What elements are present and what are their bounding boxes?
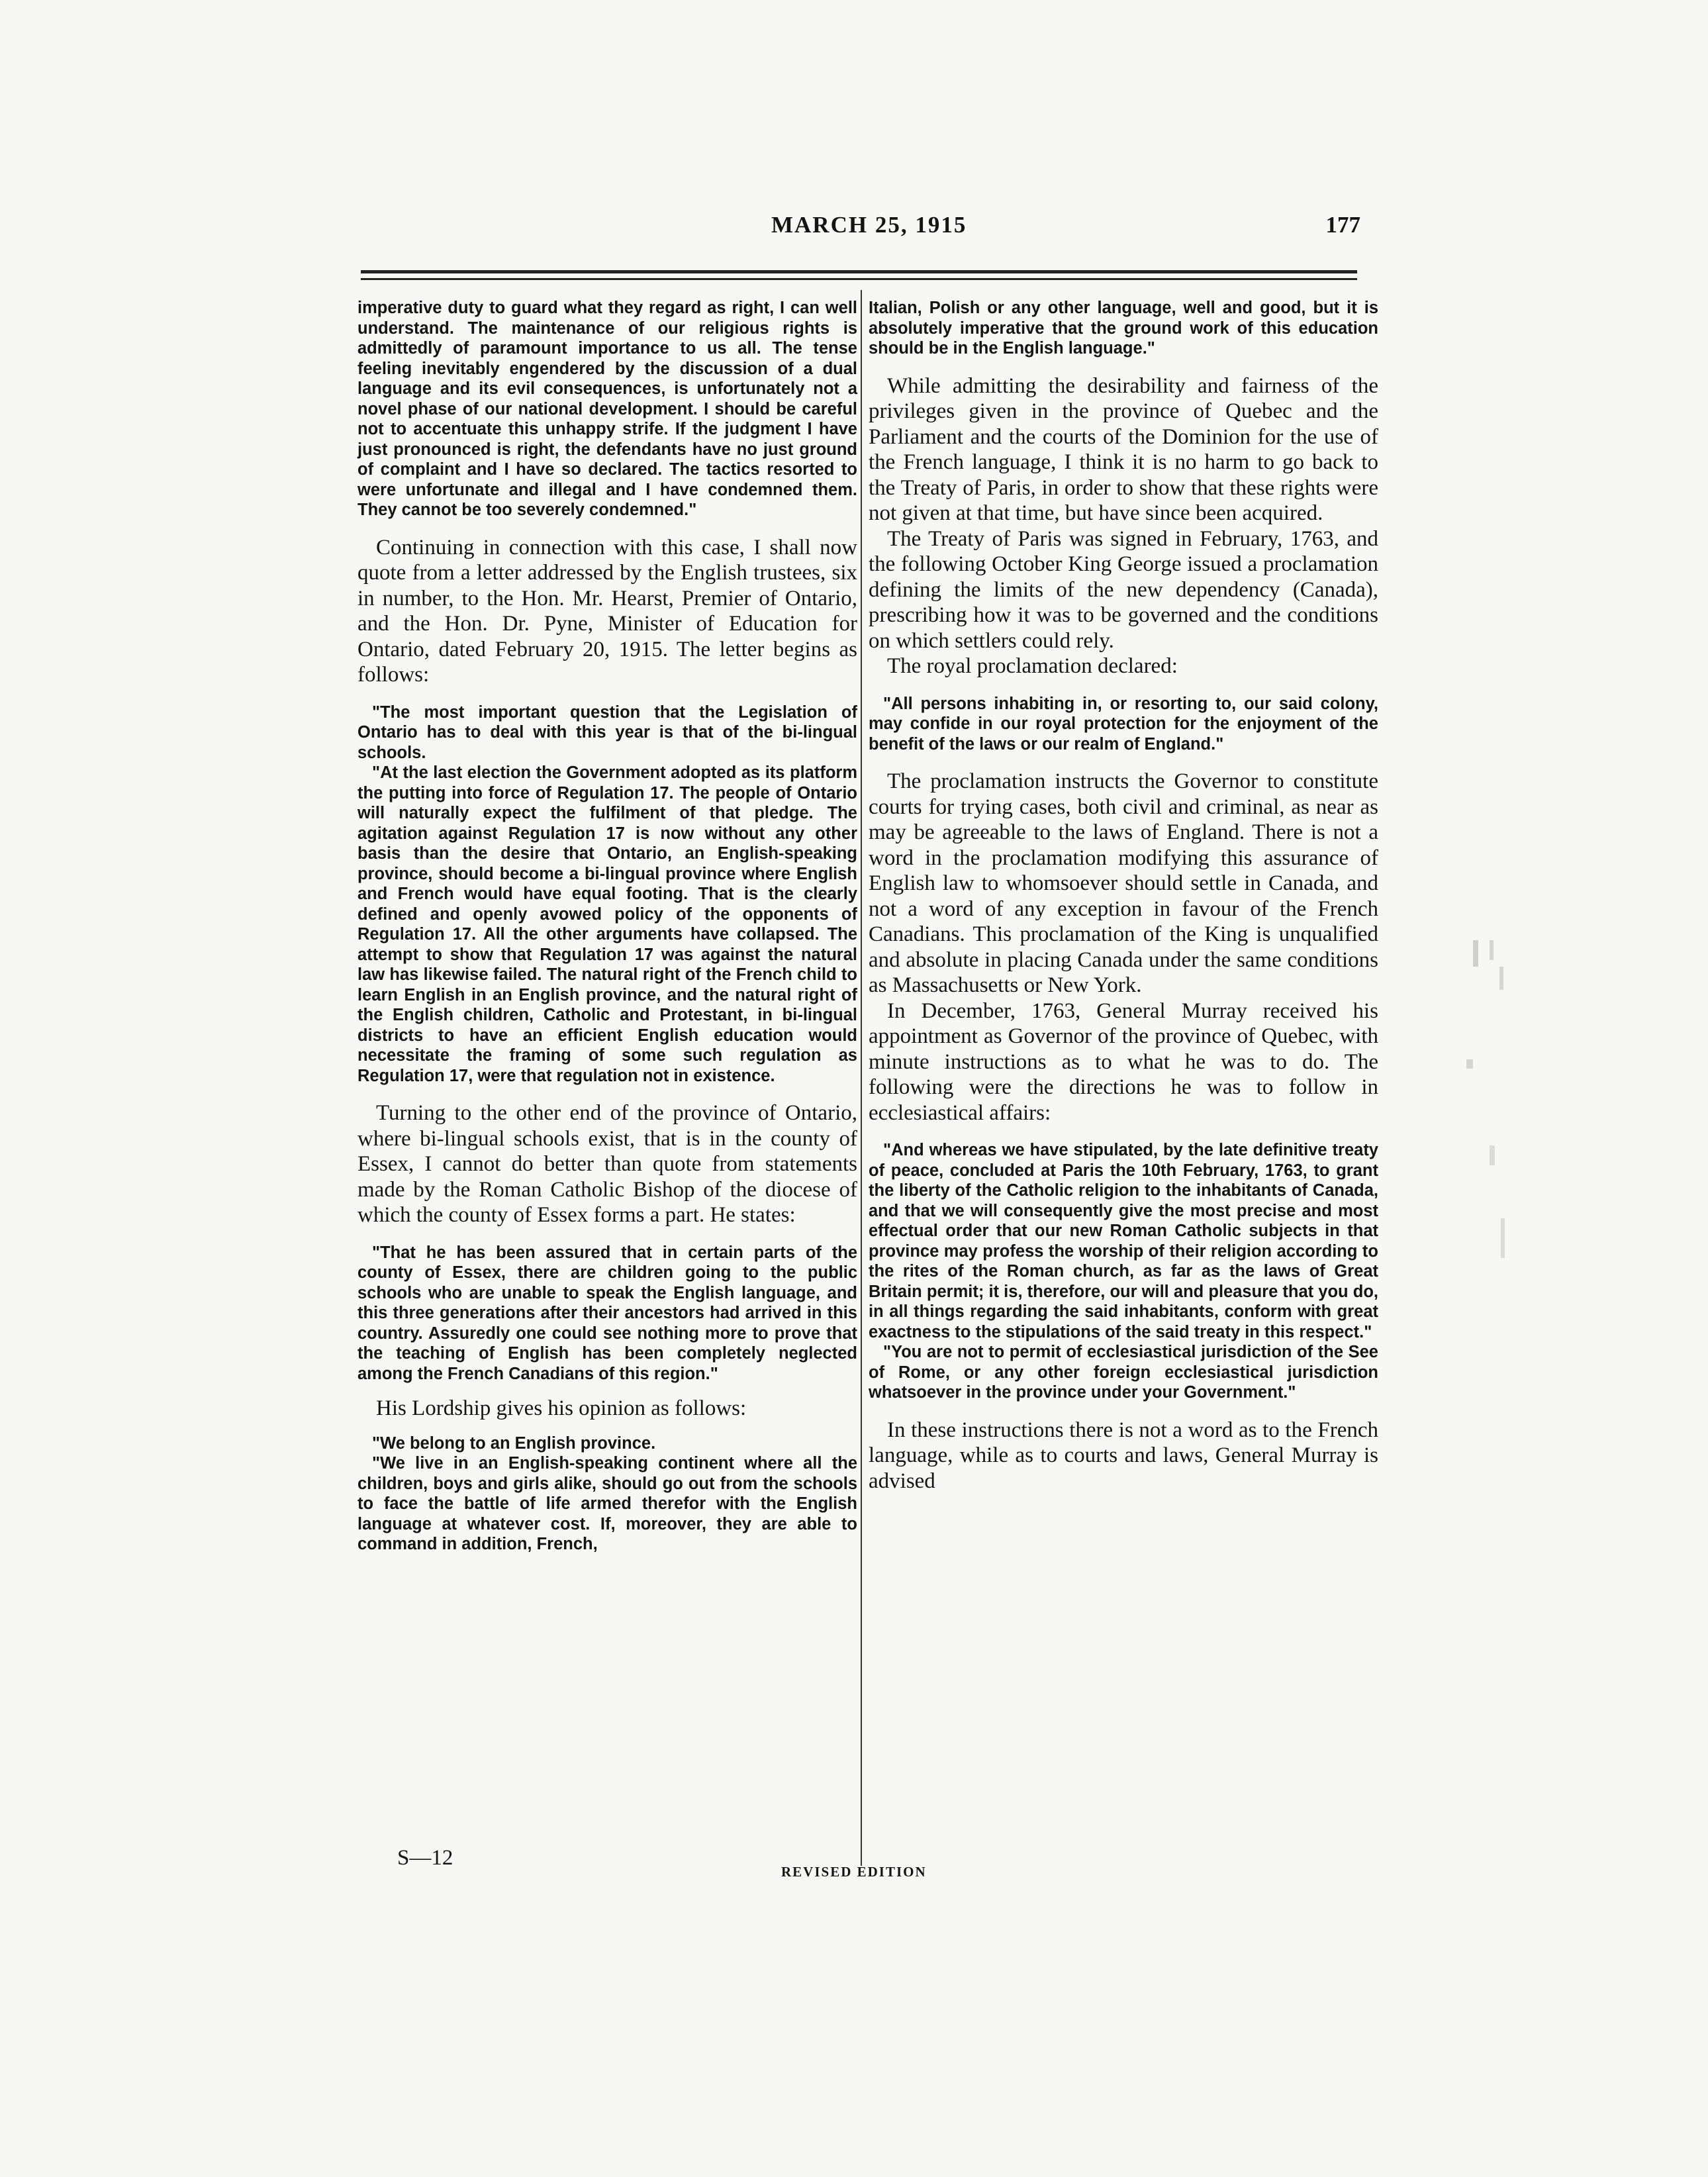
column-divider bbox=[861, 290, 862, 1866]
paragraph-instructions-language: In these instructions there is not a word as to the French language, while as to courts and laws, General Murray is advised bbox=[869, 1418, 1378, 1493]
quote-regulation-17: "At the last election the Government adopted as its platform the putting into force of Regulation 17. The people of Ontario will naturally expect the fulfilment of that pledge. The agitation against Regulation 17 is now without any other basis than the desire that Ontario, an English-speaking province, should become a bi-lingual province where English and French would have equal footing. That is the clearly defined and openly avowed policy of the opponents of Regulation 17. All the other arguments have collapsed. The attempt to show that Regulation 17 was against the natural law has likewise failed. The natural right of the French child to learn English in an English province, and the natural right of the English children, Catholic and Protestant, in bi-lingual districts to have an efficient English education would necessitate the framing of some such regulation as Regulation 17, were that regulation not in existence. bbox=[357, 763, 857, 1085]
paragraph-proclamation-instructs: The proclamation instructs the Governor to constitute courts for trying cases, both civil and criminal, as near as may be agreeable to the laws of England. There is not a word in the proclamation modifying this assurance of English law to whomsoever should settle in Canada, and not a word of any exception in favour of the French Canadians. This proclamation of the King is unqualified and absolute in placing Canada under the same conditions as Massachusetts or New York. bbox=[869, 769, 1378, 997]
quote-ecclesiastical-directions: "And whereas we have stipulated, by the late definitive treaty of peace, concluded at Paris the 10th February, 1763, to grant the liberty of the Catholic religion to the inhabitants of Canada, and that we will consequently give the most precise and most effectual order that our new Roman Catholic subjects in that province may profess the worship of their religion according to the rites of the Roman church, as far as the laws of Great Britain permit; it is, therefore, our will and pleasure that you do, in all things regarding the said inhabitants, conform with great exactness to the stipulations of the said treaty in this respect." bbox=[869, 1141, 1378, 1341]
paragraph-essex-county: Turning to the other end of the province of Ontario, where bi-lingual schools exist, that is in the county of Essex, I cannot do better than quote from statements made by the Roman Catholic Bishop of the diocese of which the county of Essex forms a part. He states: bbox=[357, 1101, 857, 1227]
quote-see-of-rome: "You are not to permit of ecclesiastical jurisdiction of the See of Rome, or any other foreign ecclesiastical jurisdiction whatsoever in the province under your Government." bbox=[869, 1343, 1378, 1402]
paragraph-lordship-opinion: His Lordship gives his opinion as follows: bbox=[376, 1396, 747, 1420]
right-column bbox=[869, 298, 1378, 1494]
quote-ground-work: Italian, Polish or any other language, well and good, but it is absolutely imperative that the ground work of this education should be in the English language." bbox=[869, 299, 1378, 358]
page-header bbox=[361, 212, 1360, 252]
page-number: 177 bbox=[1325, 212, 1360, 238]
quote-english-continent: "We live in an English-speaking continent where all the children, boys and girls alike, should go out from the schools to face the battle of life armed therefor with the English language at whatever cost. If, moreover, they are able to command in addition, French, bbox=[357, 1454, 857, 1553]
quote-english-province: "We belong to an English province. bbox=[372, 1433, 656, 1453]
edition-label: REVISED EDITION bbox=[781, 1864, 927, 1880]
header-rule bbox=[361, 270, 1357, 273]
paragraph-treaty-signed: The Treaty of Paris was signed in February, 1763, and the following October King George issued a proclamation defining the limits of the new dependency (Canada), prescribing how it was to be governed and the conditions on which settlers could rely. bbox=[869, 526, 1378, 653]
paragraph-royal-proclamation: The royal proclamation declared: bbox=[887, 654, 1178, 678]
quote-bishop-statement: "That he has been assured that in certain parts of the county of Essex, there are children going to the public schools who are unable to speak the English language, and this three generations after their ancestors had arrived in this country. Assuredly one could see nothing more to prove that the teaching of English has been completely neglected among the French Canadians of this region." bbox=[357, 1243, 857, 1383]
header-date: MARCH 25, 1915 bbox=[771, 212, 967, 238]
left-column bbox=[357, 298, 857, 1555]
paragraph-general-murray: In December, 1763, General Murray received his appointment as Governor of the province of Quebec, with minute instructions as to what he was to do. The following were the directions he was to follow in ecclesiastical affairs: bbox=[869, 998, 1378, 1125]
header-rule-secondary bbox=[361, 278, 1357, 280]
scan-speckle-marks bbox=[1453, 927, 1513, 1284]
quote-letter-opening: "The most important question that the Legislation of Ontario has to deal with this year is that of the bi-lingual schools. bbox=[357, 702, 857, 762]
quote-judgment-end: imperative duty to guard what they regard as right, I can well understand. The maintenance of our religious rights is admittedly of paramount importance to us all. The tense feeling inevitably engendered by the discussion of a dual language and its evil consequences, is unfortunately not a novel phase of our national development. I should be careful not to accentuate this unhappy strife. If the judgment I have just pronounced is right, the defendants have no just ground of complaint and I have so declared. The tactics resorted to were unfortunate and illegal and I have condemned them. They cannot be too severely condemned." bbox=[357, 299, 857, 519]
signature-mark: S—12 bbox=[397, 1846, 453, 1870]
quote-proclamation: "All persons inhabiting in, or resorting to, our said colony, may confide in our royal protection for the enjoyment of the benefit of the laws or our realm of England." bbox=[869, 694, 1378, 753]
paragraph-treaty-of-paris-intro: While admitting the desirability and fairness of the privileges given in the province of Quebec and the Parliament and the courts of the Dominion for the use of the French language, I think it is no harm to go back to the Treaty of Paris, in order to show that these rights were not given at that time, but have since been acquired. bbox=[869, 373, 1378, 525]
paragraph-trustees-letter: Continuing in connection with this case, I shall now quote from a letter addressed by the English trustees, six in number, to the Hon. Mr. Hearst, Premier of Ontario, and the Hon. Dr. Pyne, Minister of Education for Ontario, dated February 20, 1915. The letter begins as follows: bbox=[357, 535, 857, 687]
